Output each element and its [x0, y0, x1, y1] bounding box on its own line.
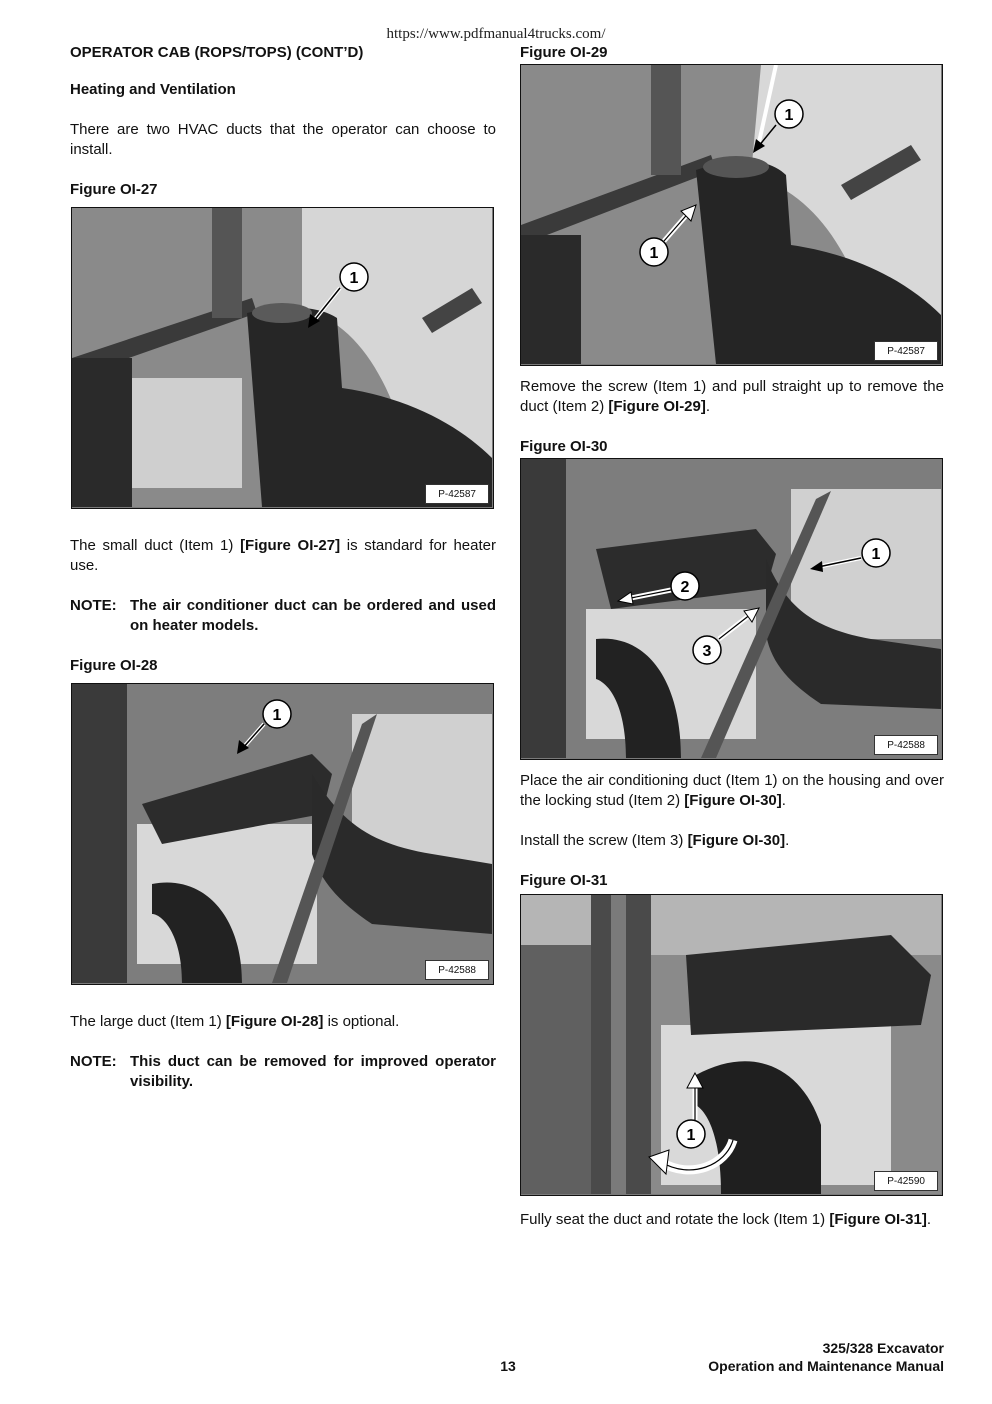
small-duct-paragraph: The small duct (Item 1) [Figure OI-27] is standard for heater use. [70, 537, 496, 574]
large-duct-paragraph: The large duct (Item 1) [Figure OI-28] is optional. [70, 1013, 400, 1030]
note-text: This duct can be removed for improved operator visibility. [130, 1053, 496, 1090]
figure-label-oi30: Figure OI-30 [520, 438, 608, 455]
figure-label-oi31: Figure OI-31 [520, 872, 608, 889]
figure-reference: [Figure OI-30] [687, 832, 786, 849]
remove-screw-paragraph: Remove the screw (Item 1) and pull straight up to remove the duct (Item 2) [Figure OI-29]. [520, 378, 944, 415]
figure-reference: [Figure OI-29] [608, 398, 706, 415]
svg-text:1: 1 [784, 107, 794, 124]
svg-text:1: 1 [349, 270, 359, 287]
svg-text:1: 1 [649, 245, 659, 262]
figure-label-oi28: Figure OI-28 [70, 657, 158, 674]
note-duct-removal [70, 1052, 496, 1094]
part-number-oi29: P-42587 [874, 341, 938, 361]
figure-oi27-photo [71, 207, 494, 509]
seat-duct-paragraph: Fully seat the duct and rotate the lock (Item 1) [Figure OI-31]. [520, 1211, 932, 1228]
note-label: NOTE: [70, 597, 117, 614]
manual-title: Operation and Maintenance Manual [708, 1358, 944, 1374]
note-label: NOTE: [70, 1053, 117, 1070]
figure-reference: [Figure OI-27] [240, 537, 341, 554]
svg-text:3: 3 [702, 643, 712, 660]
section-title: OPERATOR CAB (ROPS/TOPS) (CONT’D) [70, 44, 364, 61]
figure-label-oi27: Figure OI-27 [70, 181, 158, 198]
figure-oi31-photo [520, 894, 943, 1196]
figure-reference: [Figure OI-28] [225, 1013, 324, 1030]
part-number-oi30: P-42588 [874, 735, 938, 755]
figure-oi28-photo [71, 683, 494, 985]
figure-oi30-photo [520, 458, 943, 760]
source-url: https://www.pdfmanual4trucks.com/ [386, 26, 606, 42]
place-duct-paragraph: Place the air conditioning duct (Item 1) on the housing and over the locking stud (Item 2) [Figure OI-30]. [520, 772, 944, 809]
svg-text:2: 2 [680, 579, 690, 596]
figure-reference: [Figure OI-30] [684, 792, 782, 809]
manual-model: 325/328 Excavator [822, 1340, 944, 1356]
figure-reference: [Figure OI-31] [829, 1211, 927, 1228]
part-number-oi27: P-42587 [425, 484, 489, 504]
note-ac-duct [70, 596, 496, 638]
figure-label-oi29: Figure OI-29 [520, 44, 608, 61]
svg-text:1: 1 [871, 546, 881, 563]
install-screw-paragraph: Install the screw (Item 3) [Figure OI-30]. [520, 832, 790, 849]
part-number-oi28: P-42588 [425, 960, 489, 980]
note-text: The air conditioner duct can be ordered and used on heater models. [130, 597, 496, 634]
svg-text:1: 1 [686, 1127, 696, 1144]
subsection-title: Heating and Ventilation [70, 81, 236, 98]
intro-paragraph: There are two HVAC ducts that the operator can choose to install. [70, 121, 496, 158]
page-number: 13 [500, 1358, 516, 1374]
figure-oi29-photo [520, 64, 943, 366]
part-number-oi31: P-42590 [874, 1171, 938, 1191]
svg-text:1: 1 [272, 707, 282, 724]
